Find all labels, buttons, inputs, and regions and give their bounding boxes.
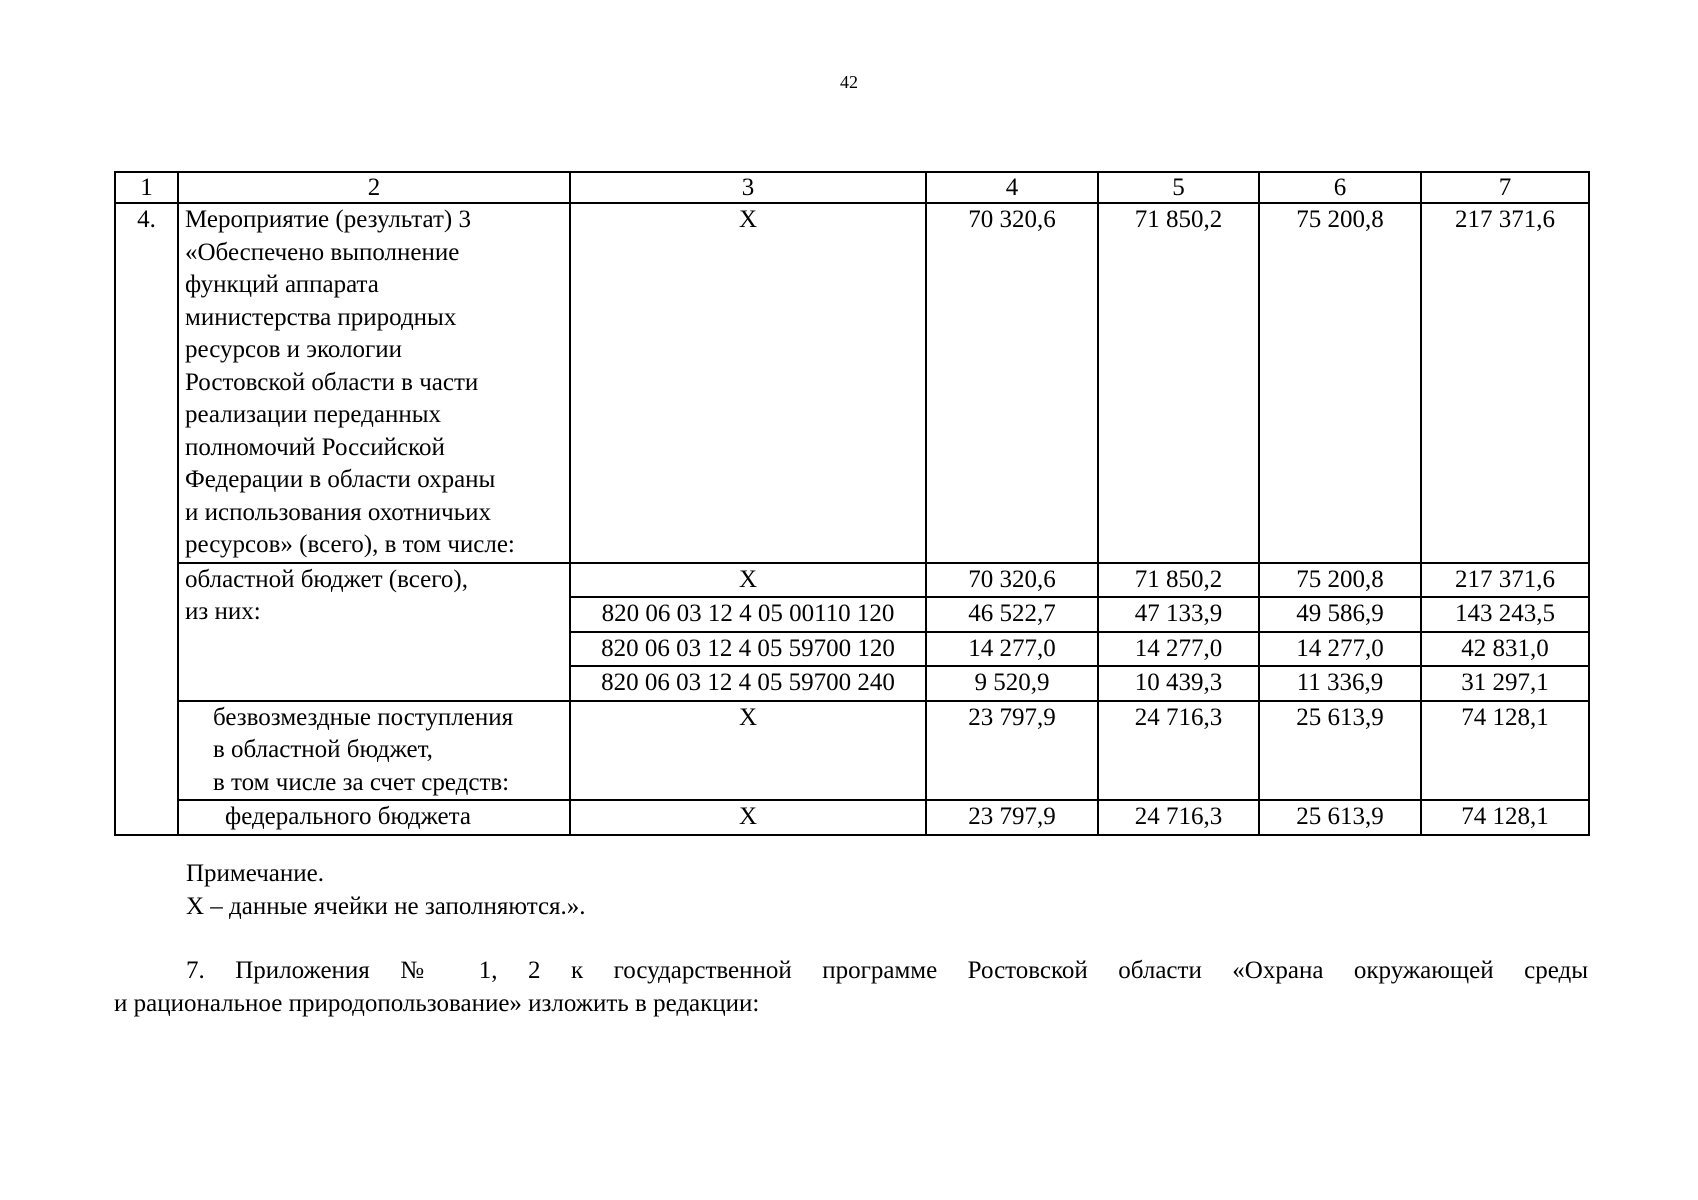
- row-number: 4.: [115, 203, 178, 835]
- table-row: [115, 203, 1589, 563]
- value-cell: 24 716,3: [1098, 800, 1259, 835]
- value-cell: 14 277,0: [926, 632, 1098, 667]
- value-cell: 70 320,6: [926, 563, 1098, 598]
- header-cell: 6: [1259, 172, 1421, 203]
- value-cell: 71 850,2: [1098, 203, 1259, 563]
- budget-code: 820 06 03 12 4 05 59700 240: [570, 666, 926, 701]
- note: [186, 857, 586, 923]
- gratuitous-receipts-label: безвозмездные поступления в областной бюджет, в том числе за счет средств:: [178, 701, 570, 801]
- value-cell: 49 586,9: [1259, 597, 1421, 632]
- value-cell: 74 128,1: [1421, 701, 1589, 801]
- budget-code: Х: [570, 800, 926, 835]
- value-cell: 47 133,9: [1098, 597, 1259, 632]
- value-cell: 23 797,9: [926, 800, 1098, 835]
- value-cell: 71 850,2: [1098, 563, 1259, 598]
- table-row: [115, 701, 1589, 801]
- value-cell: 70 320,6: [926, 203, 1098, 563]
- value-cell: 46 522,7: [926, 597, 1098, 632]
- federal-budget-label: федерального бюджета: [178, 800, 570, 835]
- value-cell: 75 200,8: [1259, 563, 1421, 598]
- value-cell: 75 200,8: [1259, 203, 1421, 563]
- value-cell: 24 716,3: [1098, 701, 1259, 801]
- header-cell: 2: [178, 172, 570, 203]
- header-cell: 4: [926, 172, 1098, 203]
- header-cell: 1: [115, 172, 178, 203]
- event-label: Мероприятие (результат) 3 «Обеспечено выполнение функций аппарата министерства природных ресурсов и экологии Ростовской области в части реализации переданных полномочий Российской Федерации в области охраны и использования охотничьих ресурсов» (всего), в том числе:: [178, 203, 570, 563]
- paragraph-line-1: 7. Приложения № 1, 2 к государственной программе Ростовской области «Охрана окружающей среды: [186, 957, 1588, 984]
- table-header-row: [115, 172, 1589, 203]
- value-cell: 74 128,1: [1421, 800, 1589, 835]
- header-cell: 5: [1098, 172, 1259, 203]
- amendment-paragraph: [114, 954, 1588, 1020]
- budget-code: 820 06 03 12 4 05 59700 120: [570, 632, 926, 667]
- budget-code: Х: [570, 203, 926, 563]
- header-cell: 3: [570, 172, 926, 203]
- value-cell: 217 371,6: [1421, 203, 1589, 563]
- value-cell: 42 831,0: [1421, 632, 1589, 667]
- budget-code: 820 06 03 12 4 05 00110 120: [570, 597, 926, 632]
- header-cell: 7: [1421, 172, 1589, 203]
- value-cell: 11 336,9: [1259, 666, 1421, 701]
- value-cell: 14 277,0: [1259, 632, 1421, 667]
- budget-code: Х: [570, 563, 926, 598]
- regional-budget-label: областной бюджет (всего), из них:: [178, 563, 570, 701]
- value-cell: 31 297,1: [1421, 666, 1589, 701]
- budget-table: [114, 171, 1590, 836]
- value-cell: 25 613,9: [1259, 701, 1421, 801]
- table-row: [115, 563, 1589, 598]
- value-cell: 217 371,6: [1421, 563, 1589, 598]
- value-cell: 10 439,3: [1098, 666, 1259, 701]
- note-title: Примечание.: [186, 860, 325, 887]
- value-cell: 9 520,9: [926, 666, 1098, 701]
- value-cell: 23 797,9: [926, 701, 1098, 801]
- value-cell: 14 277,0: [1098, 632, 1259, 667]
- value-cell: 143 243,5: [1421, 597, 1589, 632]
- value-cell: 25 613,9: [1259, 800, 1421, 835]
- page-number: 42: [840, 72, 858, 92]
- note-text: Х – данные ячейки не заполняются.».: [186, 893, 586, 920]
- paragraph-line-2: и рациональное природопользование» изложить в редакции:: [114, 990, 760, 1017]
- table-row: [115, 800, 1589, 835]
- budget-code: Х: [570, 701, 926, 801]
